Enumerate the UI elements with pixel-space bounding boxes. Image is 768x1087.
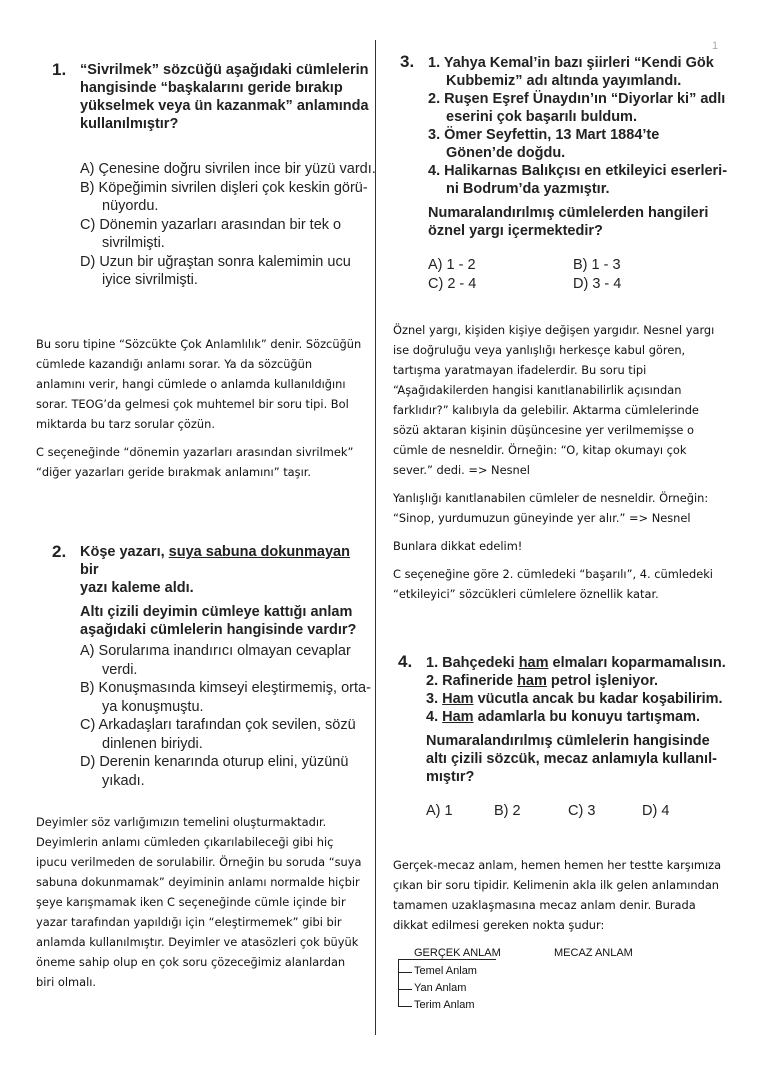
q1-option-a[interactable]: A) Çenesine doğru sivrilen ince bir yüzü vardı. [80,161,376,177]
page-mark: 1 [712,40,719,52]
q4-number: 4. [398,652,413,671]
q1-stem: “Sivrilmek” sözcüğü aşağıdaki cümlelerin hangisinde “başkalarını geride bırakıp yükselmek veya ün kazanmak” anlamında kullanılmıştır? [80,62,369,132]
tree-left-header: GERÇEK ANLAM [414,947,501,959]
q3-explanation: Öznel yargı, kişiden kişiye değişen yargıdır. Nesnel yargı ise doğruluğu veya yanlışlığı herkesçe kabul gören, tartışma yaratmayan ifadelerdir. Bu soru tipi “Aşağıdakilerden hangisi kanıtlanabilirlik açısından farklıdır?” kalıbıyla da gelebilir. Aktarma cümlelerinde sözü aktaran kişinin düşüncesine yer verilmemişse o cümle de nesneldir. Örneğin: “O, kitap okumayı çok sever.” dedi. => Nesnel Yanlışlığı kanıtlanabilen cümleler de nesneldir. Örneğin: “Sinop, yurdumuzun güneyinde yer alır.” => Nesnel Bunlara dikkat edelim! C seçeneğine göre 2. cümledeki “başarılı”, 4. cümledeki “etkileyici” sözcükleri cümlelere öznellik katar. [393,323,715,601]
q1-option-c[interactable]: C) Dönemin yazarları arasından bir tek o sivrilmişti. [80,216,342,251]
tree-vertical-line [398,959,399,1007]
q3-question: Numaralandırılmış cümlelerden hangileri öznel yargı içermektedir? [428,205,709,239]
q2-option-a[interactable]: A) Sorularıma inandırıcı olmayan cevaplar verdi. [80,643,351,678]
q3-number: 3. [400,52,415,71]
q4-explanation: Gerçek-mecaz anlam, hemen hemen her testte karşımıza çıkan bir soru tipidir. Kelimenin akla ilk gelen anlamından tamamen uzaklaşmasına mecaz anlam denir. Burada dikkat edilmesi gereken nokta şudur: [393,858,722,932]
tree-item-terim: Terim Anlam [414,999,475,1011]
tree-branch-3 [398,1006,412,1007]
q4-question: Numaralandırılmış cümlelerin hangisinde altı çizili sözcük, mecaz anlamıyla kullanıl- mıştır? [426,733,717,785]
tree-item-yan: Yan Anlam [414,982,467,994]
q3-option-d[interactable]: D) 3 - 4 [573,275,622,292]
q2-number: 2. [52,542,67,561]
q3-items: 1. Yahya Kemal’in bazı şiirleri “Kendi Gök Kubbemiz” adı altında yayımlandı. 2. Ruşen Eşref Ünaydın’ın “Diyorlar ki” adlı eserini çok başarılı buldum. 3. Ömer Seyfettin, 13 Mart 1884’te Gönen’de doğdu. 4. Halikarnas Balıkçısı en etkileyici eserleri- ni Bodrum’da yazmıştır. [428,55,728,197]
q3-option-a[interactable]: A) 1 - 2 [428,257,476,273]
q1-number: 1. [52,60,67,79]
q4-option-b[interactable]: B) 2 [494,803,521,819]
q4-option-a[interactable]: A) 1 [426,803,453,819]
q3-options [428,256,728,293]
q3-option-b[interactable]: B) 1 - 3 [573,257,621,273]
tree-item-temel: Temel Anlam [414,965,477,977]
tree-top-line [398,959,496,960]
q3-option-c[interactable]: C) 2 - 4 [428,275,477,292]
q4-options [426,802,726,821]
q2-option-d[interactable]: D) Derenin kenarında oturup elini, yüzünü yıkadı. [80,754,349,789]
q1-option-b[interactable]: B) Köpeğimin sivrilen dişleri çok keskin görü- nüyordu. [80,179,368,214]
q4-items: 1. Bahçedeki ham elmaları koparmamalısın. 2. Rafineride ham petrol işleniyor. 3. Ham vücutla ancak bu kadar koşabilirim. 4. Ham adamlarla bu konuyu tartışmam. [426,655,726,725]
q1-options [80,160,380,290]
tree-right-header: MECAZ ANLAM [554,947,633,959]
q2-explanation: Deyimler söz varlığımızın temelini oluşturmaktadır. Deyimlerin anlamı cümleden çıkarılabileceği gibi hiç ipucu verilmeden de sorulabilir. Örneğin bu soruda “suya sabuna dokunmamak” deyiminin anlamı normalde hiçbir şeye karışmamak iken C seçeneğinde cümle içinde bir yazar tarafından yapıldığı için “eleştirmemek” gibi bir anlamda kullanılmıştır. Deyimler ve atasözleri çok büyük öneme sahip olup en çok soru çözeceğimiz alanlardan biri olmalı. [36,815,362,989]
tree-branch-1 [398,972,412,973]
q2-option-c[interactable]: C) Arkadaşları tarafından çok sevilen, sözü dinlenen biriydi. [80,717,356,752]
q4-option-c[interactable]: C) 3 [568,803,596,819]
q2-stem: Köşe yazarı, suya sabuna dokunmayan bir yazı kaleme aldı. Altı çizili deyimin cümleye kattığı anlam aşağıdaki cümlelerin hangisinde vardır? [80,544,357,638]
q2-option-b[interactable]: B) Konuşmasında kimseyi eleştirmemiş, orta- ya konuşmuştu. [80,680,371,715]
q1-explanation: Bu soru tipine “Sözcükte Çok Anlamlılık” denir. Sözcüğün cümlede kazandığı anlamı sorar. Ya da sözcüğün anlamını verir, hangi cümlede o anlamda kullanıldığını sorar. TEOG’da gelmesi çok muhtemel bir soru tipi. Bol miktarda bu tarz sorular çözün. C seçeneğinde “dönemin yazarları arasından sivrilmek” “diğer yazarları geride bırakmak anlamını” taşır. [36,337,362,479]
q2-underlined-idiom: suya sabuna dokunmayan [168,544,350,560]
q1-option-d[interactable]: D) Uzun bir uğraştan sonra kalemimin ucu iyice sivrilmişti. [80,253,351,288]
tree-branch-2 [398,989,412,990]
q2-options [80,642,380,790]
q4-option-d[interactable]: D) 4 [642,803,670,819]
